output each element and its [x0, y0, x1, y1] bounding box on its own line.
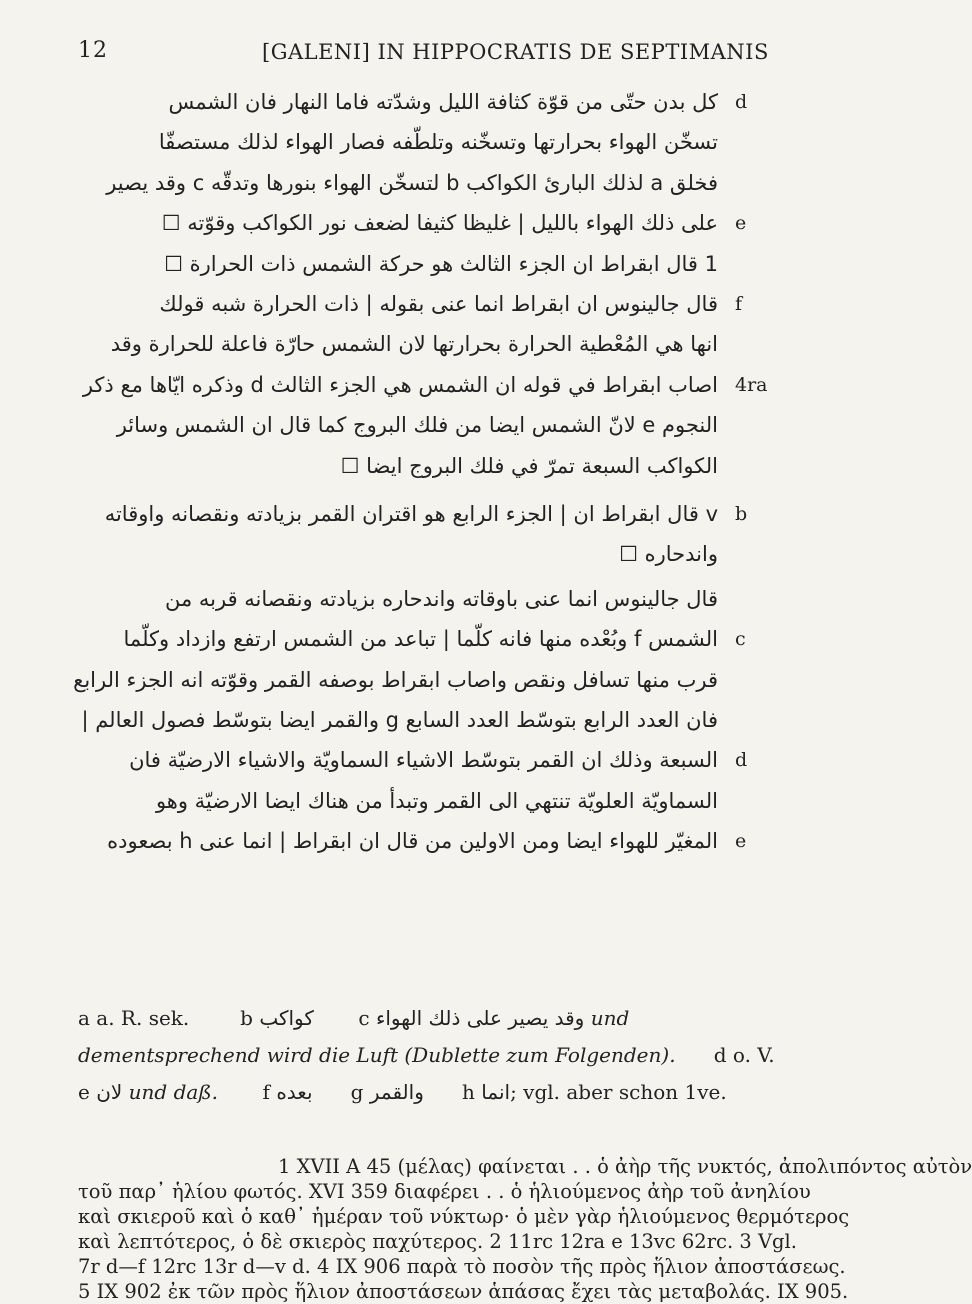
folio-marker: c — [735, 628, 746, 650]
arabic-line-text: تسخّن الهواء بحرارتها وتسخّنه وتلطّفه فصار الهواء لذلك مستصفّا — [158, 130, 718, 154]
arabic-line-text: قرب منها تسافل ونقص واصاب ابقراط بوصفه القمر وقوّته انه الجزء الرابع — [73, 668, 718, 692]
arabic-line-text: اصاب ابقراط في قوله ان الشمس هي الجزء الثالث d وذكره ايّاها مع ذكر — [82, 373, 718, 397]
arabic-line — [0, 821, 800, 861]
arabic-line — [0, 163, 800, 203]
arabic-line — [0, 324, 800, 364]
arabic-line — [0, 660, 800, 700]
arabic-line — [0, 781, 800, 821]
folio-marker: 4ra — [735, 374, 768, 396]
apparatus-h-label: h — [462, 1080, 475, 1104]
note-line: καὶ σκιεροῦ καὶ ὁ καθ᾽ ἡμέραν τοῦ νύκτωρ· ὁ μὲν γὰρ ἡλιούμενος θερμότερος — [78, 1205, 850, 1228]
apparatus-line-2-text: dementsprechend wird die Luft (Dublette zum Folgenden). — [78, 1043, 676, 1067]
arabic-line-text: قال جالينوس انما عنى باوقاته واندحاره بزيادته ونقصانه قربه من — [164, 587, 718, 611]
arabic-line-text: 1 قال ابقراط ان الجزء الثالث هو حركة الشمس ذات الحرارة ☐ — [164, 252, 718, 276]
folio-marker: f — [735, 293, 743, 315]
apparatus-c-arabic: وقد يصير على ذلك الهواء — [375, 1006, 585, 1030]
arabic-line — [0, 82, 800, 122]
apparatus-line-3 — [78, 1074, 768, 1111]
apparatus-e-arabic: لان — [96, 1080, 123, 1104]
arabic-line — [0, 284, 800, 324]
apparatus-e-note: und daß. — [128, 1080, 219, 1104]
arabic-line — [0, 365, 800, 405]
arabic-line-text: الشمس f وبُعْده منها فانه كلّما | تباعد من الشمس ارتفع وازداد وكلّما — [123, 627, 718, 651]
arabic-line — [0, 122, 800, 162]
arabic-line-text: انها هي المُعْطية الحرارة بحرارتها لان الشمس حارّة فاعلة للحرارة وقد — [110, 332, 718, 356]
arabic-line — [0, 446, 800, 486]
apparatus-f-arabic: بعده — [276, 1080, 313, 1104]
apparatus-b-label: b — [240, 1006, 253, 1030]
page-number: 12 — [78, 38, 108, 63]
apparatus-c-note: und — [590, 1006, 630, 1030]
arabic-line-text: فان العدد الرابع بتوسّط العدد السابع g والقمر ايضا بتوسّط فصول العالم | — [81, 708, 718, 732]
apparatus-d: d o. V. — [713, 1043, 775, 1067]
arabic-line — [0, 740, 800, 780]
arabic-line-text: الكواكب السبعة تمرّ في فلك البروج ايضا ☐ — [340, 454, 718, 478]
arabic-line-text: كل بدن حتّى من قوّة كثافة الليل وشدّته فاما النهار فان الشمس — [168, 90, 718, 114]
apparatus-f-label: f — [262, 1080, 270, 1104]
apparatus-c-label: c — [358, 1006, 370, 1030]
arabic-line-text: v قال ابقراط ان | الجزء الرابع هو اقتران القمر بزيادته ونقصانه واوقاته — [104, 502, 718, 526]
source-notes — [78, 1154, 972, 1304]
note-line: καὶ λεπτότερος, ὁ δὲ σκιερὸς παχύτερος. 2 11rc 12ra e 13vc 62rc. 3 Vgl. — [78, 1230, 797, 1253]
folio-marker: d — [735, 749, 748, 771]
arabic-line — [0, 700, 800, 740]
critical-apparatus — [78, 1000, 775, 1111]
folio-marker: e — [735, 830, 747, 852]
note-line: 5 IX 902 ἐκ τῶν πρὸς ἥλιον ἀποστάσεων ἁπάσας ἔχει τὰς μεταβολάς. IX 905. — [78, 1280, 849, 1303]
apparatus-b-arabic: كواكب — [259, 1006, 314, 1030]
arabic-line — [0, 619, 800, 659]
apparatus-e-label: e — [78, 1080, 90, 1104]
apparatus-line-2 — [78, 1037, 775, 1074]
note-line: 7r d—f 12rc 13r d—v d. 4 IX 906 παρὰ τὸ ποσὸν τῆς πρὸς ἥλιον ἀποστάσεως. — [78, 1255, 846, 1278]
apparatus-h-arabic: انما — [481, 1080, 511, 1104]
note-line: τοῦ παρ᾽ ἡλίου φωτός. XVI 359 διαφέρει . . ὁ ἡλιούμενος ἀὴρ τοῦ ἀνηλίου — [78, 1180, 811, 1203]
apparatus-line-1 — [78, 1000, 768, 1037]
folio-marker: d — [735, 91, 748, 113]
arabic-line-text: المغيّر للهواء ايضا ومن الاولين من قال ان ابقراط | انما عنى h بصعوده — [107, 829, 718, 853]
arabic-line-text: السبعة وذلك ان القمر بتوسّط الاشياء السماويّة والاشياء الارضيّة فان — [129, 748, 718, 772]
apparatus-g-arabic: والقمر — [369, 1080, 424, 1104]
arabic-line-text: فخلق a لذلك البارئ الكواكب b لتسخّن الهواء بنورها وتدقّه c وقد يصير — [106, 171, 718, 195]
arabic-line-text: واندحاره ☐ — [619, 542, 718, 566]
page-header — [0, 38, 800, 68]
note-line: 1 XVII A 45 (μέλας) φαίνεται . . ὁ ἀὴρ τῆς νυκτός, ἀπολιπόντος αὐτὸν — [278, 1155, 972, 1178]
arabic-line — [0, 405, 800, 445]
apparatus-h-note: ; vgl. aber schon 1ve. — [510, 1080, 727, 1104]
apparatus-a: a a. R. sek. — [78, 1006, 190, 1030]
running-title: [GALENI] IN HIPPOCRATIS DE SEPTIMANIS — [262, 40, 769, 64]
arabic-line-text: السماويّة العلويّة تنتهي الى القمر وتبدأ من هناك ايضا الارضيّة وهو — [155, 789, 718, 813]
arabic-line — [0, 203, 800, 243]
arabic-line-text: قال جالينوس ان ابقراط انما عنى بقوله | ذات الحرارة شبه قولك — [159, 292, 718, 316]
arabic-line-text: النجوم e لانّ الشمس ايضا من فلك البروج كما قال ان الشمس وسائر — [116, 413, 718, 437]
arabic-line-text: على ذلك الهواء بالليل | غليظا كثيفا لضعف نور الكواكب وقوّته ☐ — [161, 211, 718, 235]
folio-marker: e — [735, 212, 747, 234]
apparatus-g-label: g — [350, 1080, 364, 1104]
arabic-line — [0, 579, 800, 619]
folio-marker: b — [735, 503, 748, 525]
arabic-line — [0, 244, 800, 284]
arabic-line — [0, 534, 800, 574]
arabic-line — [0, 494, 800, 534]
